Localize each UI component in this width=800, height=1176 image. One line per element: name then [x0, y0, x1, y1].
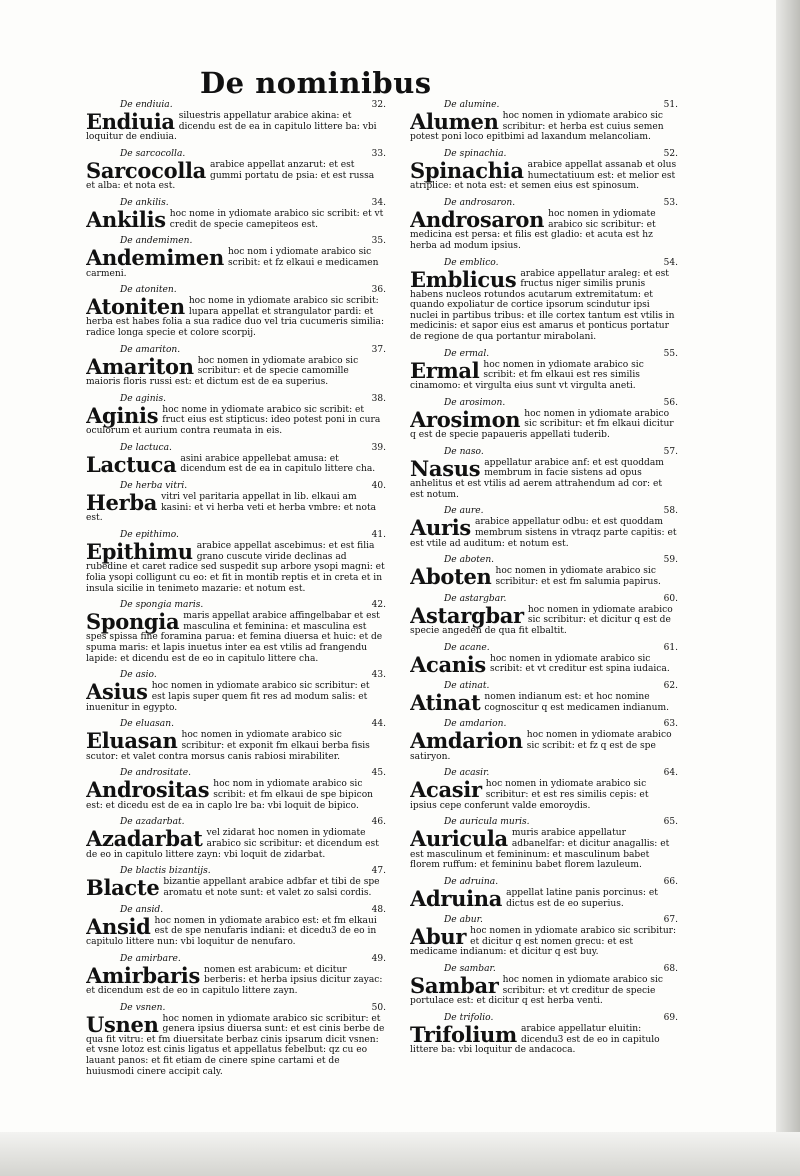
headword: Acasir — [410, 779, 482, 803]
entry-number: 42. — [371, 600, 386, 611]
entry-header — [410, 555, 678, 566]
entry-text: appellat latine panis porcinus: et dictus est de eo superius. — [506, 887, 658, 909]
entry-title: De andemimen. — [120, 236, 193, 247]
headword: Abur — [410, 926, 467, 950]
headword: Nasus — [410, 457, 481, 481]
entry-text: bizantie appellant arabice adbfar et tibi de spe aromatu et note sunt: et valet zo salsi cordis. — [163, 877, 380, 898]
glossary-entry — [86, 285, 386, 338]
glossary-entry — [410, 1013, 678, 1056]
entry-header — [86, 670, 386, 681]
page-edge-shadow — [776, 0, 800, 1176]
entry-body — [86, 779, 386, 811]
entry-number: 65. — [663, 817, 678, 828]
entry-number: 47. — [371, 866, 386, 877]
entry-header — [86, 719, 386, 730]
entry-number: 40. — [371, 481, 386, 492]
entry-body — [410, 209, 678, 251]
entry-number: 48. — [371, 904, 386, 915]
entry-title: De herba vitri. — [120, 481, 188, 492]
headword: Auricula — [410, 828, 508, 852]
entry-title: De aure. — [444, 506, 484, 517]
entry-header — [86, 905, 386, 916]
entry-text: maris appellat arabice affingelbabar et est masculina et feminina: et masculina est spes spissa fine foramina parua: et femina diuersa et huic: et de spuma maris: et lapis inuetus inter ea est vtilis ad frangendu lapide: et dicendu est de eo in capitulo littere cha. — [86, 611, 383, 664]
entry-title: De naso. — [444, 446, 484, 457]
headword: Ansid — [86, 915, 151, 939]
headword: Trifolium — [410, 1024, 517, 1048]
entry-title: De spinachia. — [444, 148, 507, 159]
glossary-entry — [86, 236, 386, 279]
headword: Eluasan — [86, 730, 178, 754]
headword: Spongia — [86, 611, 180, 635]
entry-text: hoc nomen in ydiomate arabico sic scribitur: et medicina est persa: et filis est gladio: et acuta est hz herba ad modum ipsius. — [410, 208, 656, 251]
entry-number: 60. — [663, 593, 678, 604]
glossary-entry — [410, 349, 678, 392]
entry-body — [86, 247, 386, 279]
entry-title: De trifolio. — [444, 1013, 494, 1024]
glossary-entry — [410, 447, 678, 500]
entry-header — [410, 398, 678, 409]
entry-body — [410, 975, 678, 1007]
entry-title: De sarcocolla. — [120, 148, 186, 159]
entry-number: 39. — [371, 442, 386, 453]
entry-title: De abur. — [444, 915, 483, 926]
entry-title: De sambar. — [444, 964, 496, 975]
headword: Usnen — [86, 1013, 159, 1037]
entry-body — [86, 1014, 386, 1078]
entry-number: 33. — [371, 148, 386, 159]
entry-number: 68. — [663, 964, 678, 975]
headword: Amariton — [86, 355, 194, 379]
entry-number: 37. — [371, 344, 386, 355]
entry-body — [410, 828, 678, 870]
headword: Epithimu — [86, 541, 193, 565]
entry-text: siluestris appellatur arabice akina: et dicendu est de ea in capitulo littere ba: vbi loquitur de endiuia. — [86, 111, 377, 143]
glossary-entry — [410, 258, 678, 343]
entry-number: 57. — [663, 446, 678, 457]
entry-header — [410, 768, 678, 779]
entry-text: asini arabice appellebat amusa: et dicendum est de ea in capitulo littere cha. — [180, 453, 376, 475]
entry-number: 45. — [371, 768, 386, 779]
entry-header — [410, 719, 678, 730]
entry-number: 50. — [371, 1002, 386, 1013]
entry-header — [410, 1013, 678, 1024]
entry-title: De amariton. — [120, 344, 181, 355]
entry-header — [86, 100, 386, 111]
entry-title: De ansid. — [120, 904, 164, 915]
entry-body — [410, 517, 678, 549]
headword: Lactuca — [86, 453, 177, 475]
entry-header — [86, 198, 386, 209]
entry-text: arabice appellatur odbu: et est quoddam membrum sistens in vtraqz parte capitis: et est vtile ad auditum: et notum est. — [410, 517, 677, 549]
entry-header — [86, 394, 386, 405]
glossary-entry — [410, 817, 678, 870]
entry-body — [410, 409, 678, 441]
entry-header — [86, 1003, 386, 1014]
glossary-entry — [86, 817, 386, 860]
page-heading: De nominibus — [200, 66, 432, 100]
glossary-entry — [410, 681, 678, 713]
headword: Astargbar — [410, 604, 524, 628]
entry-text: arabice appellatur araleg: et est fructus niger similis prunis habens nucleos rotundos acutarum extremitatum: et quando expoliatur de cortice ipsorum scindutur ipsi nuclei in partibus tribus: et ille cortex tantum est vtilis in medicinis: et sapor eius est amarus et ponticus portatur de regione de qua portantur mirabolani. — [410, 268, 675, 343]
entry-number: 51. — [663, 100, 678, 110]
entry-title: De ankilis. — [120, 197, 169, 208]
entry-text: hoc nomen in ydiomate arabico sic scribitur: et herba est cuius semen potest poni loco epitbimi ad laxandum melancoliam. — [410, 111, 664, 143]
entry-title: De vsnen. — [120, 1002, 166, 1013]
entry-text: hoc nome in ydiomate arabico sic scribit: lupara appellat et strangulator pardi: et herba est habes folia a sua radice duo vel tria cucumeris similia: radice longa specie et colore scorpij. — [86, 296, 385, 339]
entry-body — [410, 779, 678, 811]
entry-header — [86, 149, 386, 160]
entry-number: 32. — [371, 100, 386, 110]
entry-body — [86, 681, 386, 713]
entry-title: De spongia maris. — [120, 600, 204, 611]
entry-number: 41. — [371, 530, 386, 541]
headword: Alumen — [410, 111, 499, 134]
glossary-entry — [86, 1003, 386, 1078]
entry-title: De arosimon. — [444, 397, 506, 408]
entry-title: De androsaron. — [444, 197, 516, 208]
entry-header — [410, 149, 678, 160]
entry-text: hoc nomen in ydiomate arabico sic scribitur: et dicitur q est de specie angeden de qua fit elbaltit. — [410, 604, 673, 636]
headword: Amdarion — [410, 730, 523, 754]
entry-body — [410, 566, 678, 587]
entry-body — [410, 458, 678, 500]
glossary-entry — [410, 915, 678, 958]
entry-title: De aboten. — [444, 555, 495, 566]
entry-title: De epithimo. — [120, 530, 179, 541]
glossary-entry — [410, 768, 678, 811]
entry-body — [86, 454, 386, 475]
entry-header — [410, 447, 678, 458]
entry-title: De amirbare. — [120, 953, 181, 964]
entry-title: De alumine. — [444, 100, 500, 110]
entry-text: appellatur arabice anf: et est quoddam membrum in facie sistens ad opus anhelitus et est vtilis ad aerem attrahendum ad cor: et est notum. — [410, 457, 664, 500]
entry-body — [86, 296, 386, 338]
entry-text: hoc nomen in ydiomate arabico sic scribitur: et exponit fm elkaui berba fisis scutor: et valet contra morsus canis rabiosi mirabiliter. — [86, 730, 370, 762]
entry-number: 43. — [371, 670, 386, 681]
entry-title: De atinat. — [444, 681, 490, 692]
entry-text: hoc nomen in ydiomate arabico sic scribitur: et fm elkaui dicitur q est de specie papaueris appellati tuderib. — [410, 408, 674, 440]
glossary-entry — [410, 149, 678, 192]
entry-header — [86, 954, 386, 965]
entry-number: 61. — [663, 642, 678, 653]
glossary-entry — [86, 345, 386, 388]
entry-text: hoc nomen in ydiomate arabico sic scribitur: et est res similis cepis: et ipsius cepe conferunt valde emoroydis. — [410, 779, 649, 811]
glossary-entry — [410, 877, 678, 909]
entry-text: arabice appellat ascebimus: et est filia grano cuscute viride declinas ad rubedine et caret radice sed suspedit sup arbore ysopi magni: et folia ysopi colligunt cu eo: et fit in montib reptis et in creta et in insula sicilie in tenimeto mazarie: et notum est. — [86, 541, 385, 594]
entry-text: hoc nomen in ydiomate arabico sic scribitur: et est fm salumia papirus. — [495, 566, 661, 587]
headword: Azadarbat — [86, 828, 203, 852]
entry-text: hoc nome in ydiomate arabico sic scribit: et vt credit de specie camepiteos est. — [169, 208, 384, 230]
entry-body — [410, 692, 678, 713]
page-bottom-shadow — [0, 1132, 800, 1176]
entry-header — [86, 600, 386, 611]
left-column — [86, 100, 386, 1083]
entry-number: 64. — [663, 768, 678, 779]
headword: Emblicus — [410, 268, 517, 292]
entry-body — [86, 111, 386, 143]
entry-header — [410, 915, 678, 926]
glossary-entry — [86, 600, 386, 664]
headword: Andemimen — [86, 247, 224, 271]
glossary-entry — [86, 768, 386, 811]
entry-number: 53. — [663, 197, 678, 208]
entry-text: vitri vel paritaria appellat in lib. elkaui am kasini: et vi herba veti et herba vmbre: et nota est. — [86, 492, 377, 524]
entry-body — [410, 654, 678, 675]
headword: Sambar — [410, 975, 499, 999]
entry-header — [410, 349, 678, 360]
entry-body — [410, 926, 678, 958]
entry-text: arabice appellat assanab et olus humectatiuum est: et melior est atriplice: et nota est: et semen eius est spinosum. — [410, 159, 677, 192]
entry-number: 52. — [663, 148, 678, 159]
entry-number: 34. — [371, 197, 386, 208]
entry-number: 62. — [663, 681, 678, 692]
entry-text: hoc nomen in ydiomate arabico sic scribit: et fm elkaui est res similis cinamomo: et virgulta eius sunt vt virgulta aneti. — [410, 359, 644, 392]
entry-body — [86, 541, 386, 594]
glossary-entry — [410, 198, 678, 251]
entry-header — [410, 643, 678, 654]
headword: Atoniten — [86, 296, 185, 320]
headword: Auris — [410, 517, 471, 541]
glossary-entry — [86, 719, 386, 762]
headword: Acanis — [410, 653, 486, 675]
glossary-entry — [86, 394, 386, 437]
glossary-entry — [86, 100, 386, 143]
headword: Atinat — [410, 692, 481, 714]
entry-number: 49. — [371, 953, 386, 964]
entry-body — [86, 877, 386, 898]
headword: Andrositas — [86, 779, 210, 803]
glossary-entry — [86, 149, 386, 192]
entry-number: 56. — [663, 397, 678, 408]
entry-body — [410, 160, 678, 192]
entry-text: nomen est arabicum: et dicitur berberis: et herba ipsius dicitur zayac: et dicendum est de eo in capitulo littere zayn. — [86, 964, 383, 996]
entry-number: 69. — [663, 1013, 678, 1024]
entry-title: De andrositate. — [120, 768, 192, 779]
glossary-entry — [86, 530, 386, 594]
entry-header — [86, 481, 386, 492]
entry-text: hoc nomen in ydiomate arabico est: et fm elkaui est de spe nenufaris indiani: et dicedu3 de eo in capitulo littere nun: vbi loquitur de nenufaro. — [86, 915, 377, 947]
entry-text: hoc nom i ydiomate arabico sic scribit: et fz elkaui e medicamen carmeni. — [86, 247, 379, 279]
entry-text: hoc nomen in ydiomate arabico sic scribitur: et est lapis super quem fit res ad modum salis: et inuenitur in egypto. — [86, 681, 370, 713]
entry-title: De asio. — [120, 670, 157, 681]
entry-header — [410, 100, 678, 111]
entry-title: De astargbar. — [444, 593, 507, 604]
entry-title: De ermal. — [444, 348, 490, 359]
entry-header — [410, 964, 678, 975]
headword: Aboten — [410, 566, 492, 588]
entry-text: hoc nomen in ydiomate arabico sic scribit: et vt creditur est spina iudaica. — [489, 653, 670, 675]
entry-text: arabice appellat anzarut: et est gummi portatu de psia: et est russa et alba: et nota est. — [86, 159, 375, 192]
headword: Asius — [86, 681, 148, 705]
entry-body — [410, 605, 678, 637]
glossary-entry — [410, 643, 678, 675]
entry-body — [410, 888, 678, 909]
entry-header — [86, 530, 386, 541]
entry-title: De eluasan. — [120, 719, 174, 730]
entry-header — [86, 866, 386, 877]
entry-title: De endiuia. — [120, 100, 173, 110]
entry-title: De lactuca. — [120, 442, 172, 453]
glossary-entry — [86, 198, 386, 230]
entry-title: De adruina. — [444, 876, 499, 887]
entry-header — [410, 506, 678, 517]
headword: Aginis — [86, 404, 159, 428]
headword: Androsaron — [410, 208, 545, 232]
entry-header — [410, 817, 678, 828]
glossary-entry — [86, 905, 386, 948]
glossary-entry — [410, 719, 678, 762]
headword: Amirbaris — [86, 964, 201, 988]
entry-body — [86, 730, 386, 762]
entry-text: hoc nomen in ydiomate arabico sic scribitur: et vt creditur de specie portulace est: et dicitur q est herba venti. — [410, 975, 663, 1007]
headword: Blacte — [86, 877, 160, 899]
entry-number: 44. — [371, 719, 386, 730]
entry-number: 38. — [371, 393, 386, 404]
headword: Sarcocolla — [86, 159, 206, 183]
entry-header — [410, 681, 678, 692]
right-column — [410, 100, 678, 1062]
entry-number: 66. — [663, 876, 678, 887]
entry-body — [86, 828, 386, 860]
entry-number: 46. — [371, 817, 386, 828]
glossary-entry — [86, 670, 386, 713]
entry-title: De emblico. — [444, 257, 499, 268]
entry-text: arabice appellatur eluitin: dicendu3 est de eo in capitulo littere ba: vbi loquitur de andacoca. — [410, 1024, 660, 1056]
entry-body — [410, 730, 678, 762]
entry-number: 36. — [371, 285, 386, 296]
entry-text: nomen indianum est: et hoc nomine cognoscitur q est medicamen indianum. — [484, 692, 669, 713]
headword: Endiuia — [86, 111, 175, 134]
glossary-entry — [410, 594, 678, 637]
entry-number: 63. — [663, 719, 678, 730]
entry-body — [410, 269, 678, 343]
entry-number: 59. — [663, 555, 678, 566]
glossary-entry — [86, 954, 386, 997]
entry-text: vel zidarat hoc nomen in ydiomate arabico sic scribitur: et dicendum est de eo in capitulo littere zayn: vbi loquit de zidarbat. — [86, 828, 379, 860]
entry-body — [86, 209, 386, 230]
entry-text: hoc nome in ydiomate arabico sic scribit: et fruct eius est stipticus: ideo potest poni in cura oculorum et aurium contra reumata in eis. — [86, 404, 381, 436]
entry-text: muris arabice appellatur adbanelfar: et dicitur anagallis: et est masculinum et femininum: et masculinum babet florem ruffum: et femininu babet florem lazuleum. — [410, 828, 670, 871]
glossary-entry — [410, 100, 678, 143]
glossary-entry — [410, 964, 678, 1007]
entry-title: De acasir. — [444, 768, 490, 779]
glossary-entry — [86, 866, 386, 898]
entry-header — [410, 258, 678, 269]
headword: Ankilis — [86, 208, 166, 231]
entry-text: hoc nomen in ydiomate arabico sic scribitur: et dicitur q est nomen grecu: et est medicame indianum: et dicitur q est buy. — [410, 926, 677, 958]
glossary-entry — [86, 481, 386, 524]
entry-title: De atoniten. — [120, 285, 177, 296]
entry-number: 54. — [663, 257, 678, 268]
entry-body — [410, 1024, 678, 1056]
entry-body — [410, 111, 678, 143]
entry-body — [86, 492, 386, 524]
glossary-entry — [410, 398, 678, 441]
entry-text: hoc nom in ydiomate arabico sic scribit: et fm elkaui de spe bipicon est: et dicedu est de ea in caplo lre ba: vbi loquit de bipico. — [86, 779, 374, 811]
entry-title: De aginis. — [120, 393, 167, 404]
entry-header — [410, 877, 678, 888]
entry-body — [86, 611, 386, 664]
entry-header — [86, 236, 386, 247]
headword: Adruina — [410, 887, 503, 910]
headword: Spinachia — [410, 159, 524, 183]
entry-body — [86, 405, 386, 437]
headword: Herba — [86, 492, 158, 516]
entry-header — [86, 345, 386, 356]
entry-text: hoc nomen in ydiomate arabico sic scribit: et fz q est de spe satiryon. — [410, 730, 672, 762]
entry-number: 35. — [371, 236, 386, 247]
entry-title: De auricula muris. — [444, 817, 530, 828]
entry-title: De amdarion. — [444, 719, 507, 730]
glossary-entry — [86, 443, 386, 475]
entry-text: hoc nomen in ydiomate arabico sic scribitur: et de specie camomille maioris floris russi est: et dictum est de ea superius. — [86, 355, 359, 388]
headword: Arosimon — [410, 408, 521, 432]
entry-body — [86, 356, 386, 388]
entry-body — [86, 916, 386, 948]
entry-body — [86, 160, 386, 192]
entry-header — [86, 443, 386, 454]
glossary-entry — [410, 506, 678, 549]
headword: Ermal — [410, 359, 480, 383]
entry-title: De azadarbat. — [120, 817, 185, 828]
entry-body — [410, 360, 678, 392]
entry-header — [410, 198, 678, 209]
glossary-entry — [410, 555, 678, 587]
entry-header — [86, 768, 386, 779]
entry-body — [86, 965, 386, 997]
entry-title: De blactis bizantijs. — [120, 866, 211, 877]
entry-number: 55. — [663, 348, 678, 359]
entry-number: 58. — [663, 506, 678, 517]
entry-title: De acane. — [444, 642, 490, 653]
entry-number: 67. — [663, 915, 678, 926]
entry-header — [86, 285, 386, 296]
entry-header — [86, 817, 386, 828]
entry-header — [410, 594, 678, 605]
entry-text: hoc nomen in ydiomate arabico sic scribitur: et genera ipsius diuersa sunt: et est cinis berbe de qua fit vitru: et fm diuersitate berbaz cinis ipsarum dicit vsnen: et vsne lotoz est cinis ligatus et appellatus febelbut: qz cu eo lauant panos: et fit etiam de cinere spine cartami et de huiusmodi cinere accipit caly. — [86, 1013, 385, 1077]
